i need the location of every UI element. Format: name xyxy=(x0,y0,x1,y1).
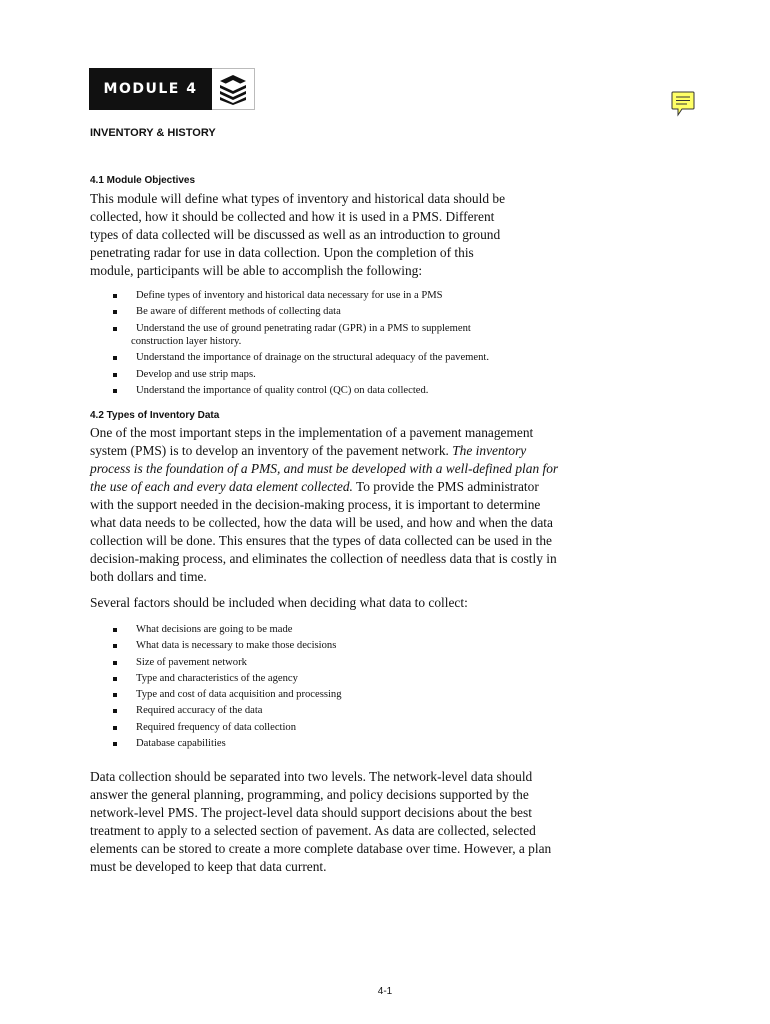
stacked-layers-icon xyxy=(220,75,246,105)
objectives-paragraph xyxy=(90,190,560,280)
list-item: What decisions are going to be made xyxy=(112,623,552,637)
text-line: treatment to apply to a selected section of pavement. As data are collected, selected xyxy=(90,823,536,838)
text-line: system (PMS) is to develop an inventory of the pavement network. xyxy=(90,443,453,458)
text-line: must be developed to keep that data current. xyxy=(90,859,327,874)
list-item: What data is necessary to make those decisions xyxy=(112,639,552,653)
text-line: with the support needed in the decision-making process, it is important to determine xyxy=(90,497,541,512)
list-item: Be aware of different methods of collecting data xyxy=(112,305,552,319)
list-item: Required frequency of data collection xyxy=(112,721,552,735)
emphasis-text: the use of each and every data element collected. xyxy=(90,479,353,494)
list-item: Develop and use strip maps. xyxy=(112,368,552,382)
emphasis-text: process is the foundation of a PMS, and must be developed with a well-defined plan for xyxy=(90,461,559,476)
factors-intro: Several factors should be included when deciding what data to collect: xyxy=(90,595,468,610)
module-label: MODULE 4 xyxy=(89,68,212,110)
section-title: INVENTORY & HISTORY xyxy=(90,127,216,139)
speech-note-icon[interactable] xyxy=(671,91,695,117)
text-line: penetrating radar for use in data collection. Upon the completion of this xyxy=(90,245,474,260)
list-item: Database capabilities xyxy=(112,737,552,751)
list-item: Understand the importance of quality control (QC) on data collected. xyxy=(112,384,552,398)
list-item: Type and characteristics of the agency xyxy=(112,672,552,686)
text-line: One of the most important steps in the implementation of a pavement management xyxy=(90,425,534,440)
text-line: collected, how it should be collected and how it is used in a PMS. Different xyxy=(90,209,495,224)
text-line: network-level PMS. The project-level data should support decisions about the best xyxy=(90,805,532,820)
objectives-list xyxy=(112,289,552,400)
text-line: what data needs to be collected, how the data will be used, and how and when the data xyxy=(90,515,553,530)
types-heading: 4.2 Types of Inventory Data xyxy=(90,410,220,421)
objectives-heading: 4.1 Module Objectives xyxy=(90,175,196,186)
levels-paragraph xyxy=(90,768,570,876)
text-line: This module will define what types of inventory and historical data should be xyxy=(90,191,506,206)
text-line: Data collection should be separated into two levels. The network-level data should xyxy=(90,769,533,784)
factors-list xyxy=(112,623,552,753)
emphasis-text: The inventory xyxy=(452,443,527,458)
text-line: answer the general planning, programming, and policy decisions supported by the xyxy=(90,787,529,802)
text-line: elements can be stored to create a more complete database over time. However, a plan xyxy=(90,841,552,856)
list-item-continuation: construction layer history. xyxy=(131,336,242,348)
text-line: both dollars and time. xyxy=(90,569,207,584)
text-line: collection will be done. This ensures that the types of data collected can be used in the xyxy=(90,533,552,548)
text-line: decision-making process, and eliminates the collection of needless data that is costly in xyxy=(90,551,557,566)
list-item: Size of pavement network xyxy=(112,656,552,670)
types-paragraph xyxy=(90,424,570,586)
text-line: types of data collected will be discussed as well as an introduction to ground xyxy=(90,227,501,242)
page-number: 4-1 xyxy=(377,986,393,997)
text-line: To provide the PMS administrator xyxy=(352,479,539,494)
list-item: Type and cost of data acquisition and processing xyxy=(112,688,552,702)
list-item: Understand the use of ground penetrating radar (GPR) in a PMS to supplement construction layer history. xyxy=(112,322,552,349)
list-item: Define types of inventory and historical data necessary for use in a PMS xyxy=(112,289,552,303)
module-icon-box xyxy=(212,68,255,110)
module-banner xyxy=(89,68,255,110)
list-item: Required accuracy of the data xyxy=(112,704,552,718)
text-line: module, participants will be able to accomplish the following: xyxy=(90,263,423,278)
list-item: Understand the importance of drainage on the structural adequacy of the pavement. xyxy=(112,351,552,365)
